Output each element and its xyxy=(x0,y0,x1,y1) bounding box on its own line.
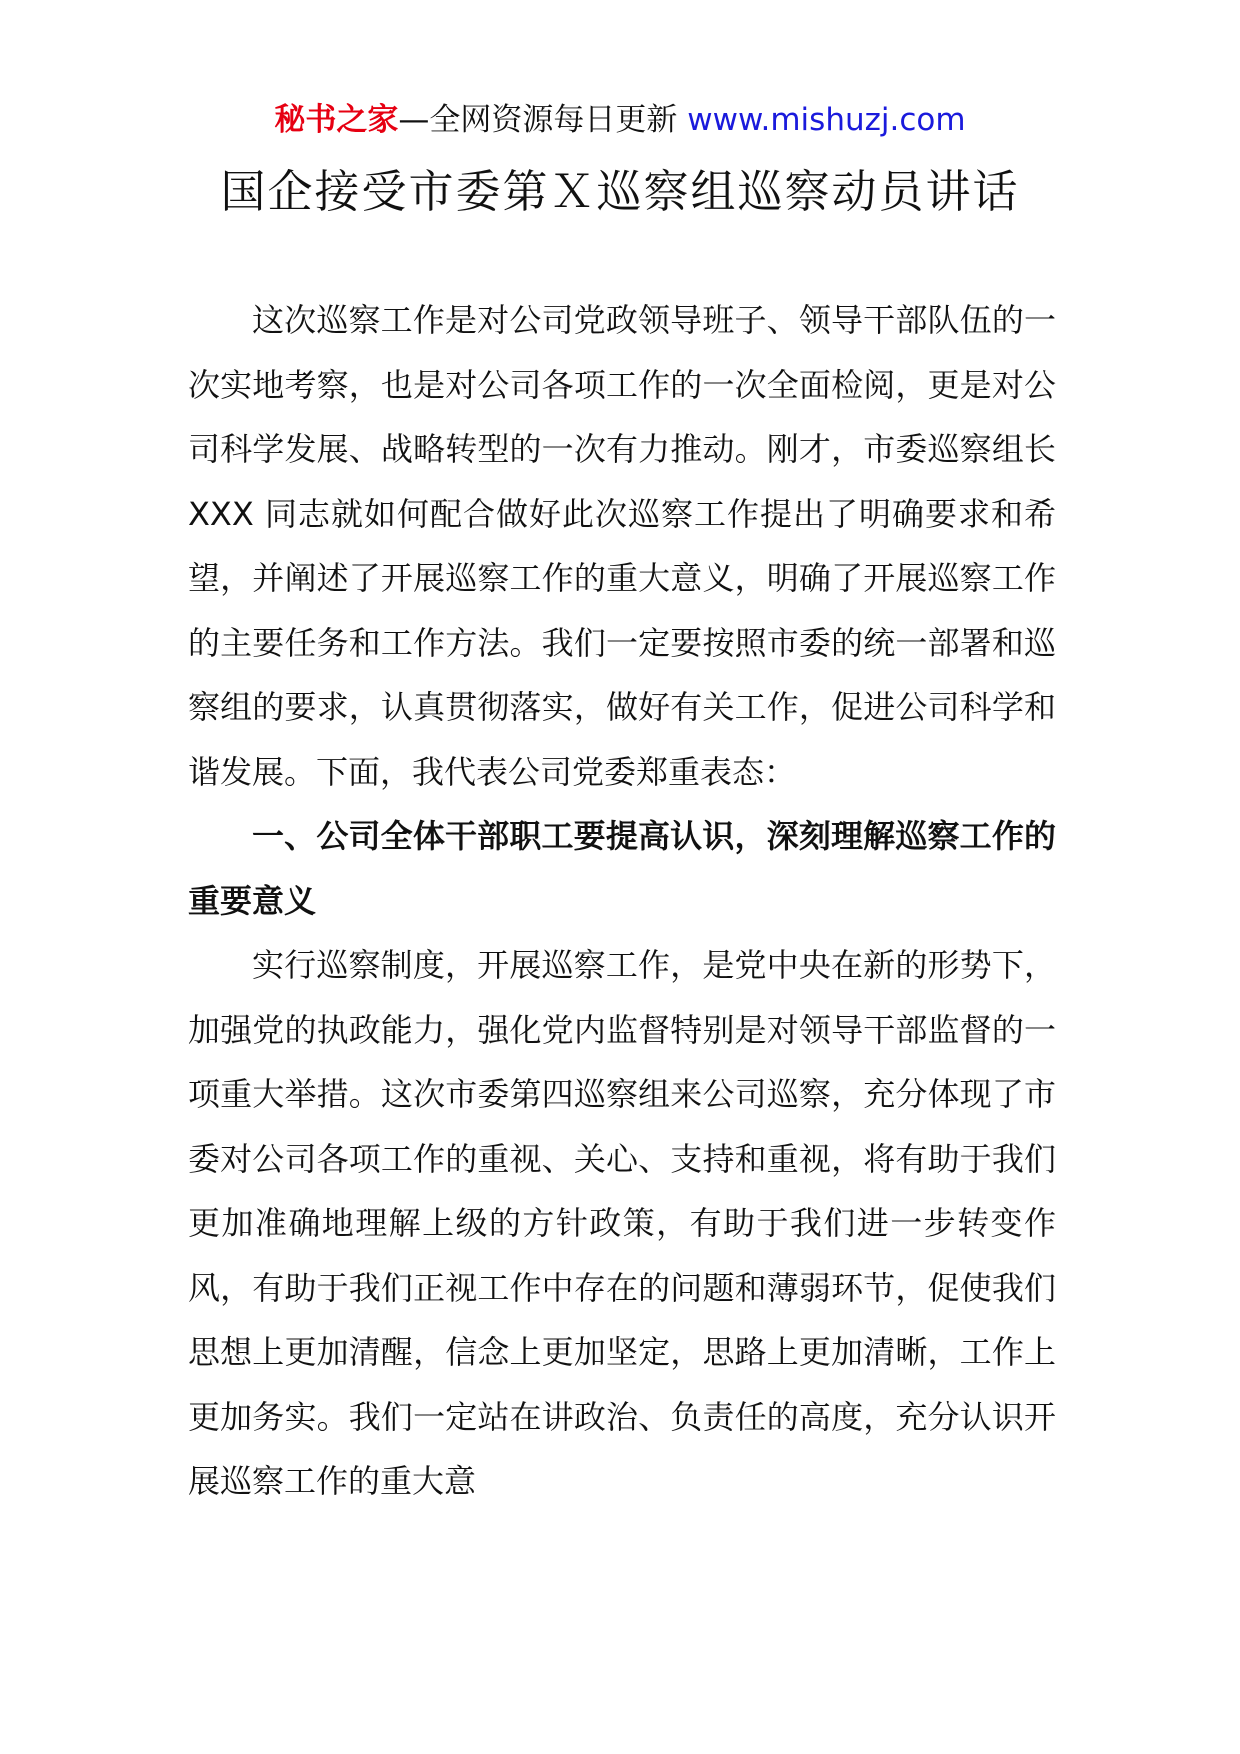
document-title: 国企接受市委第Ｘ巡察组巡察动员讲话 xyxy=(220,165,1020,218)
document-body xyxy=(188,288,1056,1514)
body-paragraph: 这次巡察工作是对公司党政领导班子、领导干部队伍的一次实地考察，也是对公司各项工作的一次全面检阅，更是对公司科学发展、战略转型的一次有力推动。刚才，市委巡察组长 XXX 同志就如何配合做好此次巡察工作提出了明确要求和希望，并阐述了开展巡察工作的重大意义，明确了开展巡察工作的主要任务和工作方法。我们一定要按照市委的统一部署和巡察组的要求，认真贯彻落实，做好有关工作，促进公司科学和谐发展。下面，我代表公司党委郑重表态： xyxy=(188,301,1056,791)
site-slogan: —全网资源每日更新 xyxy=(398,102,678,138)
section-heading: 一、公司全体干部职工要提高认识，深刻理解巡察工作的重要意义 xyxy=(188,817,1056,920)
site-brand: 秘书之家 xyxy=(274,102,399,138)
body-paragraph: 实行巡察制度，开展巡察工作，是党中央在新的形势下，加强党的执政能力，强化党内监督特别是对领导干部监督的一项重大举措。这次市委第四巡察组来公司巡察，充分体现了市委对公司各项工作的重视、关心、支持和重视，将有助于我们更加准确地理解上级的方针政策，有助于我们进一步转变作风，有助于我们正视工作中存在的问题和薄弱环节，促使我们思想上更加清醒，信念上更加坚定，思路上更加清晰，工作上更加务实。我们一定站在讲政治、负责任的高度，充分认识开展巡察工作的重大意 xyxy=(188,946,1056,1500)
site-header xyxy=(0,98,1240,142)
site-url-link[interactable]: www.mishuzj.com xyxy=(687,102,966,138)
